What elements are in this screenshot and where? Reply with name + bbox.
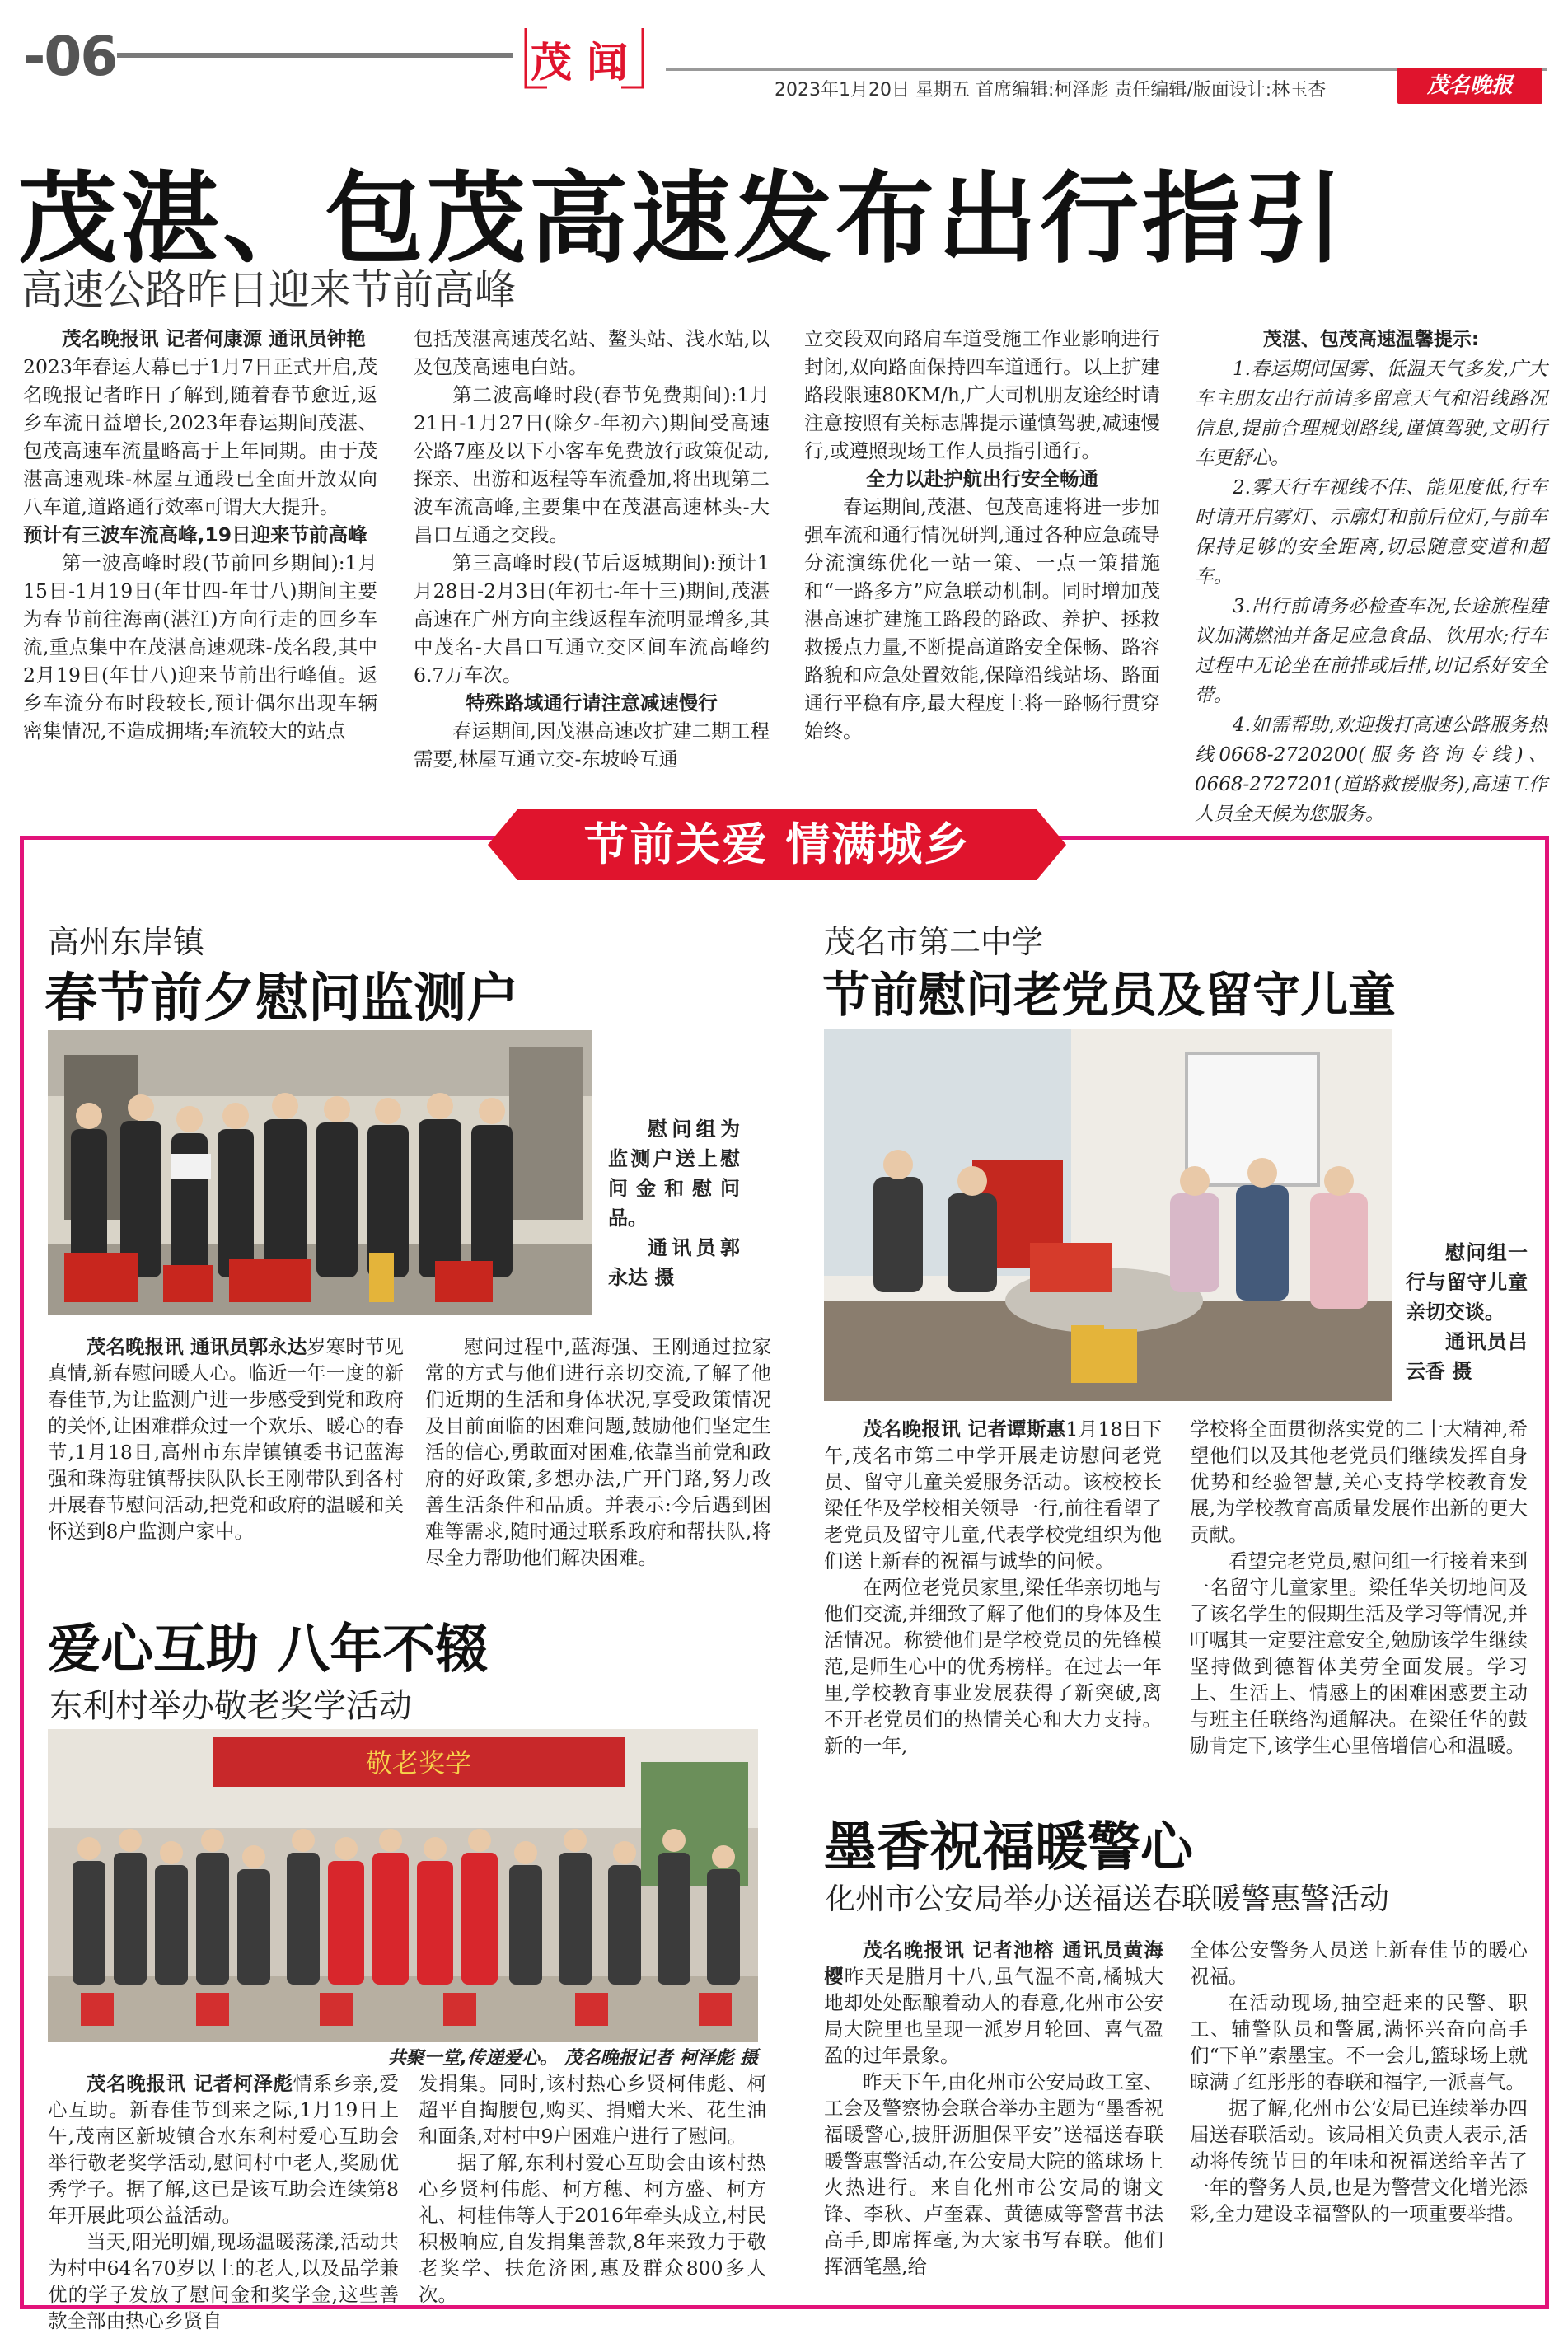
story1-photo-caption: 慰问组为监测户送上慰问金和慰问品。 通讯员郭永达 摄	[608, 1114, 740, 1292]
paragraph: 在活动现场,抽空赶来的民警、职工、辅警队员和警属,满怀兴奋向高手们“下单”索墨宝。不一会儿,篮球场上就晾满了红彤彤的春联和福字,一派喜气。	[1190, 1991, 1528, 2093]
subhead: 全力以赴护航出行安全畅通	[866, 467, 1098, 490]
group-photo-image	[48, 1030, 592, 1315]
lead-column-1	[23, 325, 377, 745]
story3-title: 节前慰问老党员及留守儿童	[822, 967, 1397, 1023]
paragraph: 发捐集。同时,该村热心乡贤柯伟彪、柯超平自掏腰包,购买、捐赠大米、花生油和面条,对村中9户困难户进行了慰问。	[419, 2072, 766, 2148]
story2-title: 爱心互助 八年不辍	[48, 1619, 489, 1680]
section-badge	[522, 23, 646, 92]
paragraph: 春运期间,因茂湛高速改扩建二期工程需要,林屋互通立交-东坡岭互通	[414, 719, 770, 771]
tip-item: 4.如需帮助,欢迎拨打高速公路服务热线0668-2720200(服务咨询专线)、0668-2727201(道路救援服务),高速工作人员全天候为您服务。	[1195, 715, 1547, 825]
photo-banner-text: 敬老奖学	[365, 1747, 472, 1779]
story2-subtitle: 东利村举办敬老奖学活动	[49, 1687, 412, 1725]
story1-photo	[48, 1030, 592, 1315]
byline: 茂名晚报讯 记者柯泽彪	[87, 2072, 293, 2095]
paragraph: 据了解,东利村爱心互助会由该村热心乡贤柯伟彪、柯方穗、柯方盛、柯方礼、柯桂伟等人于2016年牵头成立,村民积极响应,自发捐集善款,8年来致力于敬老奖学、扶危济困,惠及群众800多人次。	[419, 2151, 766, 2306]
issue-info: 2023年1月20日 星期五 首席编辑:柯泽彪 责任编辑/版面设计:林玉杏	[775, 80, 1327, 101]
page-number: -06	[23, 25, 117, 88]
lead-column-3	[804, 325, 1160, 745]
story3-column-1	[824, 1416, 1162, 1759]
byline: 茂名晚报讯 记者谭斯惠	[863, 1418, 1066, 1441]
paragraph: 岁寒时节见真情,新春慰问暖人心。临近一年一度的新春佳节,为让监测户进一步感受到党和政府的关怀,让困难群众过一个欢乐、暖心的春节,1月18日,高州市东岸镇镇委书记蓝海强和珠海驻镇帮扶队队长王刚带队到各村开展春节慰问活动,把党和政府的温暖和关怀送到8户监测户家中。	[48, 1335, 404, 1543]
tip-item: 1.春运期间国雾、低温天气多发,广大车主朋友出行前请多留意天气和沿线路况信息,提前合理规划路线,谨慎驾驶,文明行车更舒心。	[1195, 359, 1547, 469]
story4-column-2	[1190, 1937, 1528, 2227]
story2-column-2	[419, 2070, 766, 2308]
story2-column-1	[48, 2070, 399, 2334]
story1-kicker: 高州东岸镇	[48, 924, 205, 960]
lead-headline: 茂湛、包茂高速发布出行指引	[18, 162, 1346, 277]
lead-column-2	[414, 325, 770, 773]
paragraph: 当天,阳光明媚,现场温暖荡漾,活动共为村中64名70岁以上的老人,以及品学兼优的学子发放了慰问金和奖学金,这些善款全部由热心乡贤自	[48, 2230, 399, 2332]
story4-column-1	[824, 1937, 1163, 2280]
paragraph: 据了解,化州市公安局已连续举办四届送春联活动。该局相关负责人表示,活动将传统节日的年味和祝福送给辛苦了一年的警务人员,也是为警营文化增光添彩,全力建设幸福警队的一项重要举措。	[1190, 2097, 1528, 2225]
paragraph: 包括茂湛高速茂名站、鳌头站、浅水站,以及包茂高速电白站。	[414, 327, 770, 378]
byline: 茂名晚报讯 记者何康源 通讯员钟艳	[62, 327, 366, 350]
paragraph: 昨天下午,由化州市公安局政工室、工会及警察协会联合举办主题为“墨香祝福暖警心,披肝沥胆保平安”送福送春联暖警惠警活动,在公安局大院的篮球场上火热进行。来自化州市公安局的谢文锋、李秋、卢奎霖、黄德威等警营书法高手,即席挥毫,为大家书写春联。他们挥洒笔墨,给	[824, 2070, 1163, 2278]
photo-credit: 通讯员吕云香 摄	[1406, 1330, 1528, 1383]
story1-column-2	[425, 1333, 771, 1571]
paragraph: 第二波高峰时段(春节免费期间):1月21日-1月27日(除夕-年初六)期间受高速公路7座及以下小客车免费放行政策促动,探亲、出游和返程等车流叠加,将出现第二波车流高峰,主要集中在茂湛高速林头-大昌口互通之交段。	[414, 383, 770, 546]
tips-box	[1195, 325, 1547, 829]
paragraph: 在两位老党员家里,梁任华亲切地与他们交流,并细致了解了他们的身体及生活情况。称赞他们是学校党员的先锋模范,是师生心中的优秀榜样。在过去一年里,学校教育事业发展获得了新突破,离不开老党员们的热情关心和大力支持。新的一年,	[824, 1576, 1162, 1757]
paragraph: 学校将全面贯彻落实党的二十大精神,希望他们以及其他老党员们继续发挥自身优势和经验智慧,关心支持学校教育发展,为学校教育高质量发展作出新的更大贡献。	[1190, 1418, 1528, 1546]
subhead: 特殊路域通行请注意减速慢行	[466, 691, 718, 715]
group-photo-image	[48, 1729, 758, 2042]
byline: 茂名晚报讯 通讯员郭永达	[87, 1335, 307, 1358]
paragraph: 昨天是腊月十八,虽气温不高,橘城大地却处处酝酿着动人的春意,化州市公安局大院里也呈现一派岁月轮回、喜气盈盈的过年景象。	[824, 1965, 1163, 2067]
feature-banner: 节前关爱 情满城乡	[517, 809, 1037, 880]
tip-item: 2.雾天行车视线不佳、能见度低,行车时请开启雾灯、示廓灯和前后位灯,与前车保持足够的安全距离,切忌随意变道和超车。	[1195, 477, 1547, 588]
paragraph: 1月18日下午,茂名市第二中学开展走访慰问老党员、留守儿童关爱服务活动。该校校长梁任华及学校相关领导一行,前往看望了老党员及留守儿童,代表学校党组织为他们送上新春的祝福与诚挚的问候。	[824, 1418, 1162, 1572]
section-char-1: 茂	[531, 38, 572, 87]
story3-photo-caption: 慰问组一行与留守儿童亲切交谈。 通讯员吕云香 摄	[1406, 1238, 1528, 1386]
tip-item: 3.出行前请务必检查车况,长途旅程建议加满燃油并备足应急食品、饮用水;行车过程中无论坐在前排或后排,切记系好安全带。	[1195, 596, 1547, 706]
paragraph: 第一波高峰时段(节前回乡期间):1月15日-1月19日(年廿四-年廿八)期间主要为春节前往海南(湛江)方向行走的回乡车流,重点集中在茂湛高速观珠-茂名段,其中2月19日(年廿八)迎来节前出行峰值。返乡车流分布时段较长,预计偶尔出现车辆密集情况,不造成拥堵;车流较大的站点	[23, 551, 377, 743]
lead-subheadline: 高速公路昨日迎来节前高峰	[21, 266, 516, 314]
story2-photo-caption: 共聚一堂,传递爱心。 茂名晚报记者 柯泽彪 摄	[387, 2048, 758, 2069]
visit-photo-image	[824, 1029, 1392, 1401]
paragraph: 立交段双向路肩车道受施工作业影响进行封闭,双向路面保持四车道通行。以上扩建路段限速80KM/h,广大司机朋友途经时请注意按照有关标志牌提示谨慎驾驶,减速慢行,或遵照现场工作人员指引通行。	[804, 327, 1160, 462]
tips-title: 茂湛、包茂高速温馨提示:	[1262, 329, 1480, 350]
brand-logo: 茂名晚报	[1397, 68, 1542, 104]
story2-photo	[48, 1729, 758, 2042]
paragraph: 情系乡亲,爱心互助。新春佳节到来之际,1月19日上午,茂南区新坡镇合水东利村爱心互助会举行敬老奖学活动,慰问村中老人,奖励优秀学子。据了解,这已是该互助会连续第8年开展此项公益活动。	[48, 2072, 399, 2227]
story4-title: 墨香祝福暖警心	[824, 1817, 1193, 1878]
paragraph: 看望完老党员,慰问组一行接着来到一名留守儿童家里。梁任华关切地问及了该名学生的假期生活及学习等情况,并叮嘱其一定要注意安全,勉励该学生继续坚持做到德智体美劳全面发展。学习上、生活上、情感上的困难困惑要主动与班主任联络沟通解决。在梁任华的鼓励肯定下,该学生心里倍增信心和温暖。	[1190, 1549, 1528, 1757]
paragraph: 第三高峰时段(节后返城期间):预计1月28日-2月3日(年初七-年十三)期间,茂湛高速在广州方向主线返程车流明显增多,其中茂名-大昌口互通立交区间车流高峰约6.7万车次。	[414, 551, 770, 687]
section-char-2: 闻	[587, 38, 628, 87]
story3-kicker: 茂名市第二中学	[824, 924, 1044, 960]
header-rule	[117, 53, 513, 58]
photo-credit: 通讯员郭永达 摄	[608, 1236, 740, 1289]
story1-column-1	[48, 1333, 404, 1544]
paragraph: 慰问过程中,蓝海强、王刚通过拉家常的方式与他们进行亲切交流,了解了他们近期的生活和身体状况,享受政策情况及目前面临的困难问题,鼓励他们坚定生活的信心,勇敢面对困难,依靠当前党和政府的好政策,多想办法,广开门路,努力改善生活条件和品质。并表示:今后遇到困难等需求,随时通过联系政府和帮扶队,将尽全力帮助他们解决困难。	[425, 1335, 771, 1569]
byline: 茂名晚报讯 记者池榕 通讯员黄海樱	[824, 1938, 1163, 1988]
paragraph: 全体公安警务人员送上新春佳节的暖心祝福。	[1190, 1938, 1528, 1988]
subhead: 预计有三波车流高峰,19日迎来节前高峰	[23, 523, 367, 546]
story3-photo	[824, 1029, 1392, 1401]
story3-column-2	[1190, 1416, 1528, 1759]
paragraph: 春运期间,茂湛、包茂高速将进一步加强车流和通行情况研判,通过各种应急疏导分流演练优化一站一策、一点一策措施和“一路多方”应急联动机制。同时增加茂湛高速扩建施工路段的路政、养护、拯救救援点力量,不断提高道路安全保畅、路容路貌和应急处置效能,保障沿线站场、路面通行平稳有序,最大程度上将一路畅行贯穿始终。	[804, 495, 1160, 743]
paragraph: 2023年春运大幕已于1月7日正式开启,茂名晚报记者昨日了解到,随着春节愈近,返乡车流日益增长,2023年春运期间茂湛、包茂高速车流量略高于上年同期。由于茂湛高速观珠-林屋互通段已全面开放双向八车道,道路通行效率可谓大大提升。	[23, 355, 377, 518]
story4-subtitle: 化州市公安局举办送福送春联暖警惠警活动	[826, 1882, 1390, 1916]
story1-title: 春节前夕慰问监测户	[44, 968, 519, 1029]
